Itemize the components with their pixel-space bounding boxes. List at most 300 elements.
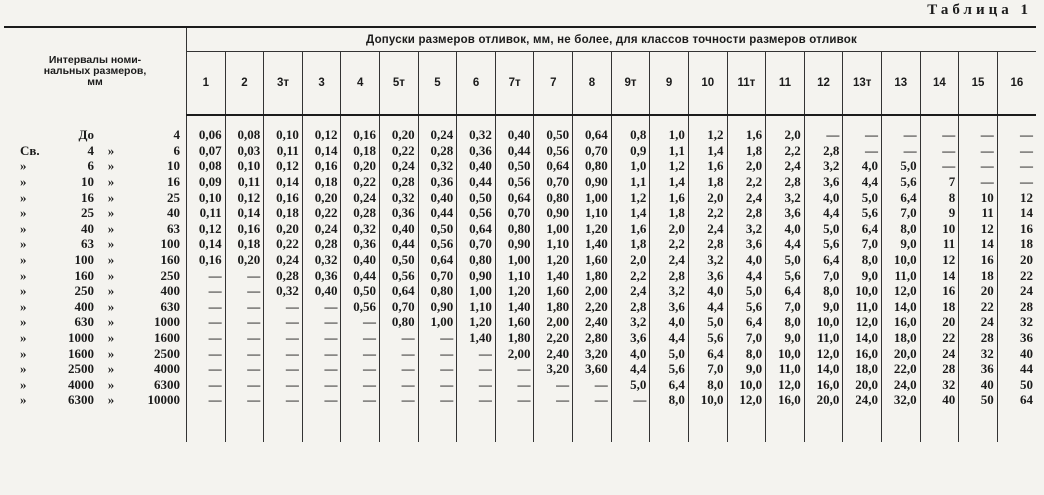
tolerance-cell: 0,16 [341,127,380,143]
tolerance-cell: 0,20 [380,127,419,143]
tolerance-cell: 10,0 [766,345,805,361]
tolerance-cell: 2,2 [766,143,805,159]
tolerance-cell: — [264,377,303,393]
tolerance-cell: 4,4 [843,174,882,190]
tolerance-cell: 5,0 [650,345,689,361]
empty-cell [997,115,1036,127]
tolerance-cell: 2,8 [727,205,766,221]
tolerance-cell: 0,70 [534,174,573,190]
tolerance-cell: 1,00 [457,283,496,299]
tolerance-cell: — [843,143,882,159]
tolerance-cell: 1,40 [534,267,573,283]
tolerance-cell: — [187,392,226,408]
tolerance-cell: — [225,361,264,377]
interval-prefix: » [20,345,27,361]
tolerance-cell: 4,0 [804,189,843,205]
tolerance-cell: 0,11 [187,205,226,221]
tolerance-cell: 0,90 [457,267,496,283]
tolerance-cell: 2,00 [534,314,573,330]
tolerance-cell: 0,18 [264,205,303,221]
tolerance-cell: — [264,314,303,330]
interval-separator: » [107,330,115,346]
empty-cell [766,408,805,442]
tolerance-cell: 6,4 [688,345,727,361]
filler-row [4,408,1036,442]
tolerance-cell: 0,56 [418,236,457,252]
tolerance-cell: 0,06 [187,127,226,143]
tolerance-cell: 8,0 [688,377,727,393]
tolerance-cell: 2,8 [804,143,843,159]
tolerance-cell: 0,50 [380,252,419,268]
interval-prefix: » [20,205,27,221]
table-row [4,143,1036,159]
tolerance-cell: 0,40 [302,283,341,299]
table-row [4,299,1036,315]
size-interval [4,205,186,220]
tolerance-cell: 1,80 [534,299,573,315]
tolerance-cell: 4,0 [611,345,650,361]
interval-to: 10 [167,158,180,174]
tolerance-cell: 6,4 [881,189,920,205]
tolerance-cell: 10,0 [804,314,843,330]
tolerance-cell: 40 [920,392,959,408]
tolerance-cell: 0,12 [225,189,264,205]
tolerance-cell: 0,28 [418,143,457,159]
tolerance-cell: 1,8 [611,236,650,252]
tolerance-cell: 5,0 [766,252,805,268]
tolerance-cell: 36 [1020,330,1033,346]
tolerance-cell: 1,2 [611,189,650,205]
tolerance-cell: 0,24 [264,252,303,268]
class-header-18: 13т [843,52,882,116]
size-interval [4,392,186,407]
interval-to: 40 [167,205,180,221]
table-row [4,158,1036,174]
tolerance-cell: 5,6 [843,205,882,221]
class-header-5: 4 [341,52,380,116]
interval-prefix: » [20,252,27,268]
class-header-8: 6 [457,52,496,116]
interval-to: 63 [167,220,180,236]
size-interval [4,346,186,361]
tolerance-cell: — [187,330,226,346]
tolerance-cell: 11,0 [881,267,920,283]
tolerance-cell: 1,4 [611,205,650,221]
table-row [4,174,1036,190]
table-row [4,252,1036,268]
interval-to: 1600 [154,330,180,346]
tolerance-cell: 32 [920,377,959,393]
table-header [4,27,1036,115]
tolerance-cell: 2,2 [611,267,650,283]
tolerance-cell: 0,64 [534,158,573,174]
tolerance-cell: 12,0 [766,377,805,393]
tolerance-cell: 16,0 [843,345,882,361]
tolerance-cell: 2,0 [727,158,766,174]
interval-prefix: » [20,267,27,283]
tolerance-cell: 16 [1020,220,1033,236]
size-interval [4,377,186,392]
tolerance-cell: — [881,143,920,159]
interval-separator: » [107,392,115,408]
class-header-12: 9т [611,52,650,116]
tolerance-cell: 0,28 [380,174,419,190]
empty-cell [302,115,341,127]
interval-from: 250 [74,283,94,299]
size-interval-cell [4,361,187,377]
tolerance-cell: 1,2 [688,127,727,143]
tolerance-cell: 0,18 [302,174,341,190]
tolerance-cell: 0,12 [264,158,303,174]
tolerance-cell: 0,90 [573,174,612,190]
tolerance-cell: 2,2 [650,236,689,252]
class-header-13: 9 [650,52,689,116]
tolerance-cell: 0,36 [341,236,380,252]
tolerance-cell: 24 [959,314,998,330]
interval-prefix: » [20,158,27,174]
interval-prefix: » [20,220,27,236]
interval-separator: » [107,376,115,392]
empty-cell [650,408,689,442]
table-row [4,330,1036,346]
class-header-11: 8 [573,52,612,116]
tolerance-cell: 6,4 [804,252,843,268]
size-interval [4,314,186,329]
class-header-10: 7 [534,52,573,116]
tolerance-cell: 2,80 [573,330,612,346]
tolerance-cell: 6,4 [843,221,882,237]
tolerance-cell: 28 [959,330,998,346]
class-header-4: 3 [302,52,341,116]
tolerance-cell: — [225,299,264,315]
tolerance-cell: 0,70 [418,267,457,283]
interval-prefix: » [20,361,27,377]
tolerance-cell: 3,2 [688,252,727,268]
tolerance-cell: — [341,361,380,377]
interval-prefix: » [20,189,27,205]
interval-separator: » [107,174,115,190]
class-header-2: 2 [225,52,264,116]
empty-cell [225,115,264,127]
tolerance-cell: 0,14 [225,205,264,221]
tolerance-cell: — [187,345,226,361]
table-row [4,236,1036,252]
tolerance-cell: 22 [959,299,998,315]
tolerance-cell: 2,8 [650,267,689,283]
empty-cell [804,115,843,127]
size-interval [4,190,186,205]
empty-cell [766,115,805,127]
tolerance-cell: 0,28 [341,205,380,221]
tolerance-cell: 2,4 [611,283,650,299]
table-row [4,361,1036,377]
tolerance-cell: 0,36 [380,205,419,221]
tolerance-cell: — [341,314,380,330]
size-interval-cell [4,252,187,268]
tolerance-cell: — [380,345,419,361]
table-row [4,267,1036,283]
class-header-7: 5 [418,52,457,116]
tolerance-cell: — [264,392,303,408]
tolerance-cell: 32,0 [881,392,920,408]
tolerance-cell: 0,18 [341,143,380,159]
tolerance-cell: 0,70 [495,205,534,221]
interval-from: 1600 [68,345,94,361]
interval-to: 4000 [154,361,180,377]
tolerance-cell: 5,6 [688,330,727,346]
tolerance-cell: — [1020,158,1033,174]
size-interval [4,268,186,283]
size-interval-cell [4,189,187,205]
tolerance-cell: 3,20 [573,345,612,361]
empty-cell [534,115,573,127]
class-header-16: 11 [766,52,805,116]
interval-prefix: » [20,236,27,252]
tolerance-cell: — [881,127,920,143]
tolerance-cell: 20,0 [843,377,882,393]
tolerance-cell: 5,6 [804,236,843,252]
interval-from: 100 [74,252,94,268]
interval-to: 6 [173,142,180,158]
tolerance-cell: 10,0 [727,377,766,393]
tolerance-cell: — [573,377,612,393]
tolerance-cell: 8,0 [766,314,805,330]
tolerance-cell: — [920,158,959,174]
tolerance-cell: 0,70 [573,143,612,159]
tolerance-cell: 0,10 [187,189,226,205]
empty-cell [881,408,920,442]
tolerance-cell: 3,60 [573,361,612,377]
tolerance-cell: 0,50 [418,221,457,237]
tolerance-cell: 0,11 [225,174,264,190]
stub-cell [4,115,187,127]
interval-separator: » [107,189,115,205]
empty-cell [920,408,959,442]
tolerance-cell: 7 [920,174,959,190]
tolerance-cell: 4,4 [650,330,689,346]
table-row [4,127,1036,143]
tolerance-cell: 4,0 [688,283,727,299]
class-header-21: 15 [959,52,998,116]
empty-cell [881,115,920,127]
tolerance-cell: 9 [920,205,959,221]
tolerance-cell: — [264,345,303,361]
interval-separator: » [107,142,115,158]
tolerance-cell: 0,18 [225,236,264,252]
tolerance-cell: 12 [920,252,959,268]
size-interval [4,283,186,298]
tolerance-cell: 1,0 [611,158,650,174]
tolerance-cell: 5,0 [727,283,766,299]
tolerance-cell: 2,8 [611,299,650,315]
tolerance-cell: 5,0 [804,221,843,237]
interval-to: 25 [167,189,180,205]
tolerance-cell: 36 [959,361,998,377]
class-header-19: 13 [881,52,920,116]
tolerance-cell: 1,4 [688,143,727,159]
interval-separator: » [107,252,115,268]
tolerance-cell: 5,6 [881,174,920,190]
tolerance-cell: 1,10 [573,205,612,221]
spacer-row [4,115,1036,127]
tolerance-cell: 2,4 [650,252,689,268]
tolerance-cell: 3,6 [688,267,727,283]
tolerance-cell: 0,10 [264,127,303,143]
interval-prefix: » [20,174,27,190]
interval-from: 1000 [68,330,94,346]
size-interval-cell [4,205,187,221]
empty-cell [302,408,341,442]
tolerance-cell: 11,0 [766,361,805,377]
empty-cell [187,408,226,442]
tolerance-cell: 0,56 [457,205,496,221]
interval-to: 160 [160,252,180,268]
interval-from: 630 [74,314,94,330]
tolerance-cell: 20 [1020,252,1033,268]
tolerance-cell: — [418,330,457,346]
tolerance-cell: 0,28 [302,236,341,252]
size-interval-cell [4,236,187,252]
size-interval [4,127,186,142]
tolerance-cell: — [341,330,380,346]
size-interval-cell [4,392,187,408]
tolerance-cell: — [302,377,341,393]
tolerance-cell: — [495,377,534,393]
tolerance-cell: 10,0 [843,283,882,299]
tolerance-cell: — [225,283,264,299]
tolerance-cell: 1,8 [688,174,727,190]
tolerance-cell: — [302,345,341,361]
tolerance-cell: 1,20 [573,221,612,237]
interval-from: 16 [81,189,94,205]
tolerance-cell: 1,40 [495,299,534,315]
tolerance-cell: — [187,299,226,315]
tolerance-cell: 16,0 [804,377,843,393]
tolerance-cell: 0,16 [187,252,226,268]
tolerance-cell: 10 [959,189,998,205]
tolerance-cell: 5,0 [881,158,920,174]
tolerance-cell: 8,0 [804,283,843,299]
tolerance-cell: 8,0 [727,345,766,361]
tolerance-cell: 14,0 [843,330,882,346]
tolerance-cell: 2,0 [688,189,727,205]
tolerance-cell: — [225,377,264,393]
tolerance-cell: 24 [920,345,959,361]
tolerance-cell: 1,2 [650,158,689,174]
tolerance-cell: 0,24 [418,127,457,143]
size-interval-cell [4,330,187,346]
tolerance-cell: 24,0 [881,377,920,393]
tolerance-cell: 4,0 [766,221,805,237]
tolerance-cell: 0,40 [341,252,380,268]
tolerance-cell: — [1020,127,1033,143]
tolerance-cell: 5,0 [688,314,727,330]
tolerance-cell: 3,6 [727,236,766,252]
size-interval [4,143,186,158]
class-header-20: 14 [920,52,959,116]
size-interval [4,158,186,173]
tolerance-cell: 1,00 [418,314,457,330]
tolerance-cell: 1,10 [534,236,573,252]
tolerance-cell: — [959,127,998,143]
tolerance-cell: 4,4 [688,299,727,315]
class-header-6: 5т [380,52,419,116]
tolerance-cell: — [302,330,341,346]
empty-cell [495,115,534,127]
tolerance-cell: 40 [959,377,998,393]
tolerance-cell: 8 [920,189,959,205]
table-row [4,205,1036,221]
size-interval [4,330,186,345]
size-interval-cell [4,345,187,361]
tolerance-cell: 0,20 [264,221,303,237]
tolerance-cell: 0,44 [495,143,534,159]
tolerance-cell: 2,8 [766,174,805,190]
interval-from: 160 [74,267,94,283]
tolerance-cell: 1,6 [650,189,689,205]
interval-to: 2500 [154,345,180,361]
tolerance-cell: — [418,361,457,377]
tolerance-cell: 4,0 [727,252,766,268]
interval-from: 2500 [68,361,94,377]
tolerance-cell: 0,22 [302,205,341,221]
size-interval-cell [4,299,187,315]
tolerance-cell: 4,4 [611,361,650,377]
tolerance-cell: 3,2 [650,283,689,299]
span-header: Допуски размеров отливок, мм, не более, для классов точности размеров отливок [187,27,1037,52]
tolerance-cell: 0,50 [495,158,534,174]
empty-cell [573,115,612,127]
tolerance-cell: 0,56 [380,267,419,283]
tolerance-cell: 7,0 [804,267,843,283]
tolerance-cell: 16,0 [881,314,920,330]
stub-cell [4,408,187,442]
size-interval [4,361,186,376]
tolerance-cell: 20 [959,283,998,299]
tolerance-cell: — [264,361,303,377]
empty-cell [380,408,419,442]
tolerance-cell: 0,10 [225,158,264,174]
tolerance-cell: 0,08 [187,158,226,174]
tolerance-cell: 11,0 [804,330,843,346]
tolerance-cell: 5,6 [650,361,689,377]
interval-from: 4 [87,142,94,158]
interval-to: 100 [160,236,180,252]
interval-to: 10000 [147,392,180,408]
tolerance-table [4,26,1036,442]
interval-separator: » [107,298,115,314]
interval-from: 10 [81,174,94,190]
tolerance-cell: — [380,361,419,377]
interval-from: 400 [74,298,94,314]
empty-cell [727,115,766,127]
class-header-1: 1 [187,52,226,116]
tolerance-cell: 3,2 [766,189,805,205]
tolerance-cell: 2,0 [650,221,689,237]
tolerance-cell: 1,6 [727,127,766,143]
tolerance-cell: 0,32 [457,127,496,143]
table-title: Таблица 1 [927,2,1032,18]
tolerance-cell: 0,16 [302,158,341,174]
tolerance-cell: — [959,158,998,174]
tolerance-cell: 7,0 [727,330,766,346]
tolerance-cell: — [187,361,226,377]
tolerance-cell: 22 [1020,267,1033,283]
tolerance-cell: 0,64 [495,189,534,205]
tolerance-cell: 0,64 [457,221,496,237]
empty-cell [264,408,303,442]
tolerance-cell: 0,80 [534,189,573,205]
